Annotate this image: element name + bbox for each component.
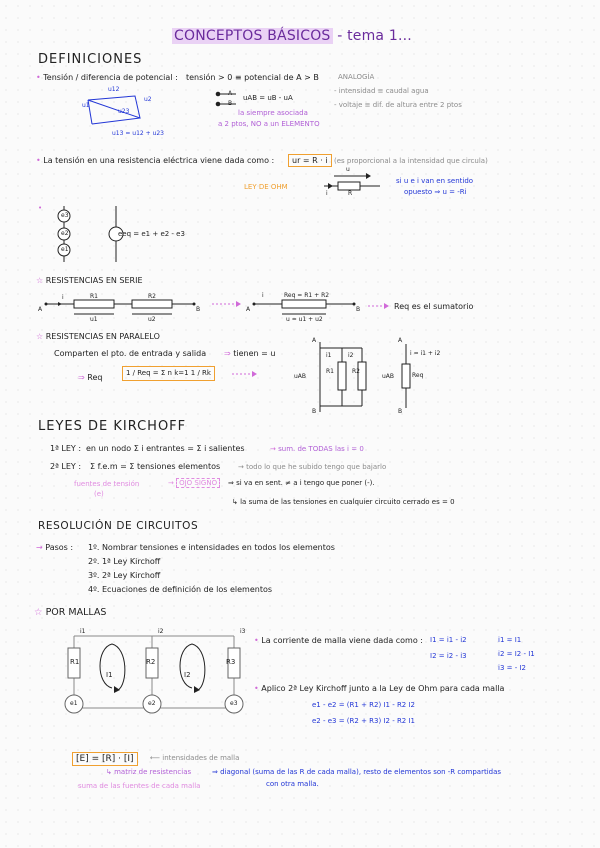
paralelo-heading-text: RESISTENCIAS EN PARALELO — [45, 332, 160, 341]
par-r1-label: R1 — [326, 368, 334, 375]
source-e3-label: e3 — [61, 212, 69, 219]
serie-heading — [36, 276, 143, 285]
corner-arrow-icon: ↳ — [232, 498, 238, 506]
ley2-note-text: todo lo que he subido tengo que bajarlo — [246, 463, 387, 471]
pasos-label — [36, 543, 73, 552]
resistor-u-label: u — [346, 166, 350, 173]
loop-u2-label: u2 — [144, 96, 152, 103]
mallas-top-i1: i1 — [80, 628, 86, 635]
par-a-label: A — [312, 337, 317, 344]
par-r2-box — [358, 362, 366, 390]
paralelo-req-label — [78, 373, 102, 382]
par-req-box — [402, 364, 410, 388]
arrow-right-icon: → — [238, 463, 244, 471]
matriz-res-note-text: matriz de resistencias — [114, 768, 192, 776]
arrow-right-icon: ⇒ — [228, 479, 234, 487]
intensidades-note — [150, 754, 239, 762]
bullet-icon: • — [36, 156, 41, 165]
i-arrowhead — [328, 183, 333, 189]
mesh-eq-a: I1 = i1 - i2 — [430, 636, 467, 644]
par-i1-label: i1 — [326, 352, 332, 359]
mesh-i2-arrowhead — [194, 686, 200, 693]
arrow-right-icon: → — [168, 479, 174, 487]
star-icon: ☆ — [36, 276, 44, 285]
bullet-icon: • — [254, 684, 259, 693]
node-b — [216, 102, 221, 107]
loop-u1-label: u1 — [82, 102, 90, 109]
loop-sum-label: u13 = u12 + u23 — [112, 130, 164, 137]
paso-1: 1º. Nombrar tensiones e intensidades en todos los elementos — [88, 543, 335, 552]
page-title — [172, 28, 412, 44]
analogia-title: ANALOGÍA — [338, 73, 375, 81]
ojo-signo — [168, 479, 220, 487]
serie-req-a-label: A — [246, 306, 251, 313]
arrow-left-icon: ⟵ — [150, 754, 161, 762]
suma-note-text: la suma de las tensiones en cualquier circuito cerrado es = 0 — [240, 498, 455, 506]
paralelo-circuit — [306, 340, 370, 416]
mallas-circuit — [62, 628, 246, 724]
serie-a-label: A — [38, 306, 43, 313]
arrow-right-icon: ⇒ — [78, 373, 85, 382]
mallas-r3-label: R3 — [226, 658, 236, 666]
serie-result-arrow — [368, 302, 390, 312]
serie-i-arrowhead — [58, 302, 62, 306]
eeq-formula: eeq = e1 + e2 - e3 — [118, 230, 185, 238]
resistor-r-label: R — [348, 190, 353, 197]
ojo-signo-text: OJO SIGNO — [176, 478, 220, 488]
analogia-line-1: - intensidad ≡ caudal agua — [334, 87, 429, 95]
resolucion-heading: RESOLUCIÓN DE CIRCUITOS — [38, 520, 199, 532]
loop-sum-edge — [92, 118, 140, 124]
aplico-text-label: Aplico 2ª Ley Kirchoff junto a la Ley de Ohm para cada malla — [261, 684, 505, 693]
serie-req-formula: Req = R1 + R2 — [284, 292, 330, 299]
suma-note — [232, 498, 455, 506]
paralelo-heading — [36, 332, 160, 341]
intensidades-note-text: intensidades de malla — [162, 754, 240, 762]
serie-arrow — [212, 300, 242, 310]
par-req-a-label: A — [398, 337, 403, 344]
mesh-eq-b: I2 = i2 - i3 — [430, 652, 467, 660]
opuesto-line-2: opuesto ⇒ u = -Ri — [404, 188, 467, 196]
serie-b-label: B — [196, 306, 201, 313]
resistor-box — [338, 182, 360, 190]
ley1-note — [270, 445, 364, 453]
star-icon: ☆ — [34, 607, 43, 618]
ley2-note — [238, 463, 386, 471]
serie-diagram — [40, 294, 200, 322]
diagonal-note — [212, 768, 501, 776]
mallas-heading-text: POR MALLAS — [45, 607, 107, 618]
loop-u12-label: u12 — [108, 86, 120, 93]
matriz-res-note — [106, 768, 191, 776]
diagonal-note-text: diagonal (suma de las R de cada malla), resto de elementos son -R compartidas — [220, 768, 502, 776]
source-e2-label: e2 — [61, 230, 69, 237]
resistor-i-label: i — [326, 190, 328, 197]
source-e1-label: e1 — [61, 246, 69, 253]
paralelo-tienen — [224, 349, 275, 358]
siempre-note: la siempre asociada — [238, 109, 308, 117]
uab-formula: uAB = uB - uA — [243, 94, 293, 102]
ohm-note: (es proporcional a la intensidad que circula) — [334, 157, 488, 165]
mesh-eq-e: i3 = - I2 — [498, 664, 526, 672]
mallas-i1-label: I1 — [106, 671, 113, 679]
page-title-main: CONCEPTOS BÁSICOS — [174, 28, 331, 44]
signo-note — [228, 479, 375, 487]
ley2-label: 2ª LEY : — [50, 462, 82, 471]
paralelo-req-label-text: Req — [87, 373, 103, 382]
mesh-i1-arrowhead — [114, 686, 120, 693]
serie-result: Req es el sumatorio — [394, 302, 474, 311]
bullet-icon: • — [36, 73, 41, 82]
node-b-label: B — [228, 100, 233, 107]
paso-2: 2º. 1ª Ley Kirchoff — [88, 557, 161, 566]
arrow-right-icon: → — [36, 543, 43, 552]
mesh-equation-1: e1 - e2 = (R1 + R2) I1 - R2 I2 — [312, 701, 416, 709]
ley2-text: Σ f.e.m = Σ tensiones elementos — [90, 462, 221, 471]
mesh-equation-2: e2 - e3 = (R2 + R3) I2 - R2 I1 — [312, 717, 416, 725]
aplico-text — [254, 684, 504, 693]
par-r1-box — [338, 362, 346, 390]
tension-label — [36, 73, 178, 82]
serie-i-label: i — [62, 294, 64, 301]
par-r2-label: R2 — [352, 368, 360, 375]
ohm-formula: ur = R · i — [288, 154, 332, 167]
paralelo-text: Comparten el pto. de entrada y salida — [54, 349, 207, 358]
serie-u2-label: u2 — [148, 316, 156, 323]
ley1-label: 1ª LEY : — [50, 444, 82, 453]
par-req-box-label: Req — [412, 372, 424, 379]
signo-note-text: si va en sent. ≠ a i tengo que poner (-). — [236, 479, 375, 487]
pasos-label-text: Pasos : — [45, 543, 74, 552]
opuesto-line-1: si u e i van en sentido — [396, 177, 474, 185]
mesh-i1-arrow — [100, 644, 125, 690]
corriente-text — [254, 636, 423, 645]
paralelo-formula-left: 1 / Req — [126, 369, 151, 377]
loop-u23-label: u23 — [118, 108, 130, 115]
corner-arrow-icon: ↳ — [106, 768, 112, 776]
resistencia-text-label: La tensión en una resistencia eléctrica viene dada como : — [43, 156, 275, 165]
u-arrowhead — [366, 173, 371, 179]
arrow-right-icon: ⇒ — [212, 768, 218, 776]
par-i-sum: i = i1 + i2 — [410, 350, 441, 357]
mesh-eq-d: i2 = I2 - I1 — [498, 650, 535, 658]
star-icon: ☆ — [36, 332, 44, 341]
arrow-right-icon: ⇒ — [224, 349, 231, 358]
serie-u1-label: u1 — [90, 316, 98, 323]
paralelo-formula-right: = Σ n k=1 1 / Rk — [152, 369, 211, 377]
serie-r1-box — [74, 300, 114, 308]
suma-fuentes-note: suma de las fuentes de cada malla — [78, 782, 201, 790]
analogia-line-2: - voltaje ≡ dif. de altura entre 2 ptos — [334, 101, 462, 109]
bullet-icon: • — [38, 204, 43, 212]
fuentes-label-2: (e) — [94, 490, 104, 498]
par-i2-label: i2 — [348, 352, 354, 359]
mallas-e1-label: e1 — [70, 700, 78, 707]
par-uab-label: uAB — [294, 373, 307, 380]
req-box — [282, 300, 326, 308]
leyes-heading: LEYES DE KIRCHOFF — [38, 419, 187, 434]
serie-req-b-label: B — [356, 306, 361, 313]
arrow-right-icon: → — [270, 445, 276, 453]
tension-definition: tensión > 0 ≡ potencial de A > B — [186, 73, 319, 82]
mesh-i2-arrow — [180, 644, 205, 690]
paso-3: 3º. 2ª Ley Kirchoff — [88, 571, 161, 580]
bullet-icon: • — [254, 636, 259, 645]
paralelo-formula — [122, 366, 215, 381]
fuentes-label-1: fuentes de tensión — [74, 480, 140, 488]
serie-r2-label: R2 — [148, 293, 156, 300]
corriente-text-label: La corriente de malla viene dada como : — [261, 636, 423, 645]
page-title-suffix: - tema 1... — [337, 28, 412, 44]
mallas-i2-label: I2 — [184, 671, 191, 679]
ley-ohm-label: LEY DE OHM — [244, 183, 288, 191]
resistencia-text — [36, 156, 274, 165]
mallas-r2-label: R2 — [146, 658, 156, 666]
mallas-r1-label: R1 — [70, 658, 80, 666]
paralelo-tienen-text: tienen = u — [233, 349, 276, 358]
par-req-b-label: B — [398, 408, 403, 415]
mallas-heading — [34, 607, 106, 618]
matrix-equation: [E] = [R] · [I] — [72, 752, 138, 766]
mallas-e3-label: e3 — [230, 700, 238, 707]
mesh-eq-c: i1 = I1 — [498, 636, 522, 644]
par-b-label: B — [312, 408, 317, 415]
ley1-note-text: sum. de TODAS las i = 0 — [278, 445, 364, 453]
node-a — [216, 92, 221, 97]
mallas-top-i2: i2 — [158, 628, 164, 635]
resistor-diagram — [318, 172, 388, 202]
par-uab2-label: uAB — [382, 373, 395, 380]
serie-u-total: u = u1 + u2 — [286, 316, 323, 323]
serie-heading-text: RESISTENCIAS EN SERIE — [45, 276, 143, 285]
serie-r1-label: R1 — [90, 293, 98, 300]
tension-label-text: Tensión / diferencia de potencial : — [43, 73, 178, 82]
loop-triangle — [88, 96, 140, 118]
serie-req-i-label: i — [262, 292, 264, 299]
con-otra-note: con otra malla. — [266, 780, 319, 788]
ley1-text: en un nodo Σ i entrantes = Σ i salientes — [86, 444, 245, 453]
paralelo-arrow — [232, 370, 260, 380]
node-a-label: A — [228, 90, 233, 97]
section-definiciones-heading: DEFINICIONES — [38, 52, 143, 67]
serie-r2-box — [132, 300, 172, 308]
dos-ptos-note: a 2 ptos, NO a un ELEMENTO — [218, 120, 320, 128]
mallas-top-i3: i3 — [240, 628, 246, 635]
paso-4: 4º. Ecuaciones de definición de los elementos — [88, 585, 273, 594]
mallas-e2-label: e2 — [148, 700, 156, 707]
